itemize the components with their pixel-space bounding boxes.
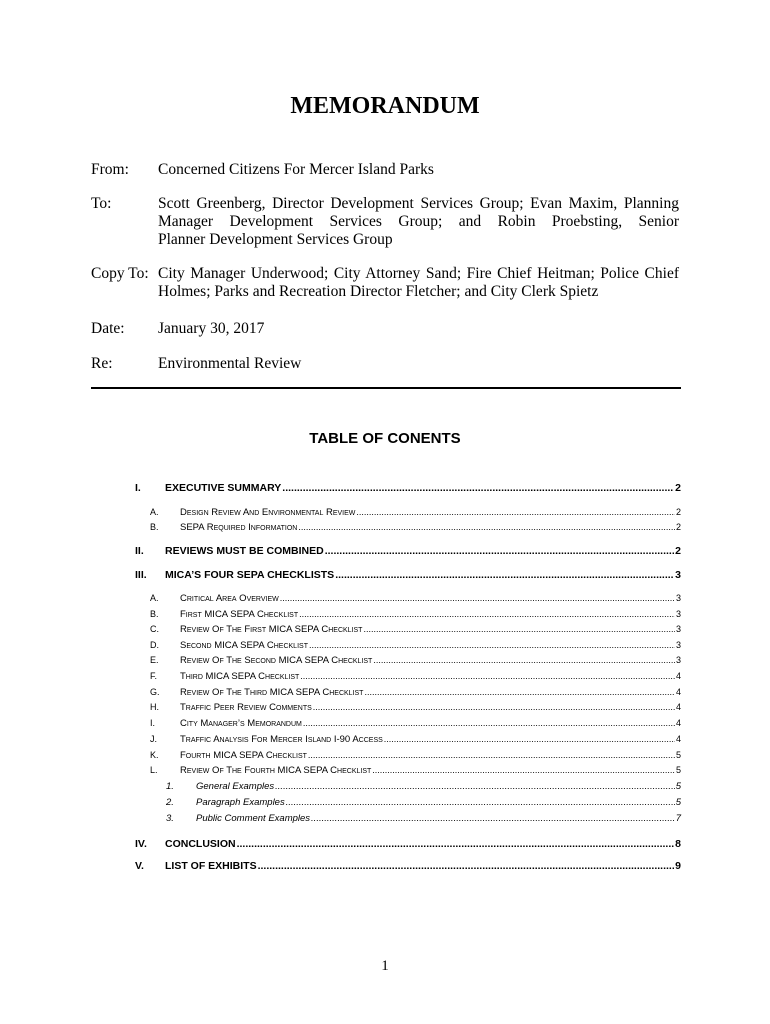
toc-entry-number: I. (135, 482, 141, 494)
toc-entry[interactable] (150, 640, 681, 651)
to-line: Manager Development Services Group; and Robin Proebsting, Senior (158, 213, 679, 230)
toc-dot-leader (308, 750, 675, 760)
toc-dot-leader (356, 507, 675, 517)
toc-dot-leader (372, 765, 675, 775)
toc-entry-page: 9 (675, 860, 681, 872)
toc-entry[interactable] (150, 734, 681, 745)
toc-entry-number: B. (150, 522, 159, 532)
re-value (158, 355, 679, 373)
toc-entry-number: 3. (166, 813, 174, 824)
toc-entry-page: 3 (675, 569, 681, 581)
copy-to-line: Holmes; Parks and Recreation Director Fletcher; and City Clerk Spietz (158, 283, 599, 300)
toc-entry-title: REVIEWS MUST BE COMBINED (165, 545, 324, 557)
toc-entry-number: J. (150, 734, 158, 744)
toc-entry-title: Design Review And Environmental Review (180, 507, 356, 518)
to-line: Planner Development Services Group (158, 231, 393, 248)
toc-entry-number: G. (150, 687, 160, 697)
toc-entry-title: Critical Area Overview (180, 593, 279, 604)
toc-entry-page: 3 (675, 609, 681, 619)
toc-dot-leader (309, 640, 675, 650)
toc-entry[interactable] (150, 671, 681, 682)
toc-entry-title: MICA’S FOUR SEPA CHECKLISTS (165, 569, 335, 581)
toc-dot-leader (364, 687, 675, 697)
toc-entry-number: A. (150, 507, 159, 517)
toc-entry-title: Third MICA SEPA Checklist (180, 671, 300, 682)
toc-dot-leader (300, 671, 675, 681)
toc-entry-page: 4 (675, 734, 681, 744)
toc-entry[interactable] (135, 545, 681, 557)
toc-entry-number: L. (150, 765, 158, 775)
toc-dot-leader (325, 545, 674, 557)
toc-dot-leader (303, 718, 675, 728)
toc-entry[interactable] (135, 569, 681, 581)
toc-entry-page: 4 (675, 687, 681, 697)
toc-entry[interactable] (150, 655, 681, 666)
toc-dot-leader (363, 624, 675, 634)
toc-entry-page: 7 (675, 813, 681, 824)
toc-entry[interactable] (150, 624, 681, 635)
toc-entry-title: Paragraph Examples (196, 797, 285, 808)
toc-entry-page: 2 (675, 507, 681, 517)
toc-dot-leader (311, 813, 675, 824)
toc-entry-page: 3 (675, 655, 681, 665)
toc-entry[interactable] (135, 482, 681, 494)
from-line: Concerned Citizens For Mercer Island Parks (158, 161, 434, 178)
toc-dot-leader (373, 655, 675, 665)
toc-dot-leader (335, 569, 674, 581)
toc-entry[interactable] (150, 750, 681, 761)
toc-entry-number: B. (150, 609, 159, 619)
toc-entry-number: I. (150, 718, 156, 728)
toc-entry-title: City Manager’s Memorandum (180, 718, 302, 729)
toc-entry-title: CONCLUSION (165, 838, 236, 850)
toc-entry[interactable] (150, 687, 681, 698)
toc-entry[interactable] (135, 860, 681, 872)
toc-entry-page: 2 (675, 522, 681, 532)
copy-to-line: City Manager Underwood; City Attorney Sand; Fire Chief Heitman; Police Chief (158, 265, 679, 282)
toc-entry-title: LIST OF EXHIBITS (165, 860, 257, 872)
toc-entry-title: Review Of The Second MICA SEPA Checklist (180, 655, 373, 666)
toc-entry[interactable] (150, 507, 681, 518)
toc-dot-leader (282, 482, 674, 494)
toc-entry[interactable] (166, 797, 681, 808)
toc-entry-title: Review Of The Fourth MICA SEPA Checklist (180, 765, 372, 776)
copy-to-value (158, 265, 679, 301)
toc-entry-title: Review Of The First MICA SEPA Checklist (180, 624, 363, 635)
toc-entry-title: EXECUTIVE SUMMARY (165, 482, 282, 494)
toc-dot-leader (237, 838, 675, 850)
toc-entry[interactable] (150, 593, 681, 604)
toc-entry-number: II. (135, 545, 144, 557)
toc-entry-number: C. (150, 624, 159, 634)
toc-entry-title: Public Comment Examples (196, 813, 311, 824)
toc-entry-number: V. (135, 860, 144, 872)
re-line: Environmental Review (158, 355, 302, 372)
toc-dot-leader (280, 593, 675, 603)
toc-entry-page: 2 (675, 545, 681, 557)
toc-entry-number: III. (135, 569, 147, 581)
toc-entry-number: 2. (166, 797, 174, 808)
to-value (158, 195, 679, 249)
toc-entry-number: E. (150, 655, 159, 665)
toc-entry-title: SEPA Required Information (180, 522, 298, 533)
toc-entry[interactable] (150, 718, 681, 729)
toc-entry-page: 5 (675, 750, 681, 760)
toc-entry-page: 2 (675, 482, 681, 494)
toc-entry[interactable] (166, 813, 681, 824)
toc-entry-page: 5 (675, 765, 681, 775)
toc-entry-page: 4 (675, 671, 681, 681)
from-label: From: (91, 161, 129, 178)
toc-entry-page: 5 (675, 797, 681, 808)
toc-entry-number: F. (150, 671, 158, 681)
toc-entry-number: 1. (166, 781, 174, 792)
copy-to-label: Copy To: (91, 265, 149, 282)
date-line: January 30, 2017 (158, 320, 265, 337)
toc-entry-page: 5 (675, 781, 681, 792)
toc-entry[interactable] (150, 702, 681, 713)
toc-entry-title: Second MICA SEPA Checklist (180, 640, 308, 651)
from-value (158, 161, 679, 179)
toc-entry-number: A. (150, 593, 159, 603)
toc-dot-leader (286, 797, 675, 808)
toc-entry-number: H. (150, 702, 159, 712)
toc-entry-page: 3 (675, 624, 681, 634)
toc-entry[interactable] (135, 838, 681, 850)
toc-dot-leader (299, 609, 675, 619)
header-divider (91, 387, 681, 389)
toc-entry-page: 3 (675, 593, 681, 603)
toc-dot-leader (313, 702, 675, 712)
toc-entry-title: Fourth MICA SEPA Checklist (180, 750, 307, 761)
to-line: Scott Greenberg, Director Development Services Group; Evan Maxim, Planning (158, 195, 679, 212)
date-value (158, 320, 679, 338)
toc-entry-number: K. (150, 750, 159, 760)
toc-entry[interactable] (150, 609, 681, 620)
toc-dot-leader (275, 781, 675, 792)
page-number: 1 (381, 958, 389, 974)
toc-entry-title: Traffic Peer Review Comments (180, 702, 312, 713)
toc-entry-title: Review Of The Third MICA SEPA Checklist (180, 687, 364, 698)
toc-entry[interactable] (166, 781, 681, 792)
toc-dot-leader (258, 860, 675, 872)
toc-entry-title: First MICA SEPA Checklist (180, 609, 299, 620)
toc-entry-page: 4 (675, 718, 681, 728)
toc-entry-page: 8 (675, 838, 681, 850)
toc-entry-number: IV. (135, 838, 147, 850)
to-label: To: (91, 195, 112, 212)
date-label: Date: (91, 320, 125, 337)
toc-entry-page: 4 (675, 702, 681, 712)
toc-entry-title: Traffic Analysis For Mercer Island I-90 Access (180, 734, 383, 745)
toc-title: TABLE OF CONENTS (309, 430, 461, 447)
toc-entry[interactable] (150, 765, 681, 776)
toc-entry[interactable] (150, 522, 681, 533)
toc-dot-leader (298, 522, 675, 532)
re-label: Re: (91, 355, 113, 372)
toc-entry-number: D. (150, 640, 159, 650)
toc-entry-page: 3 (675, 640, 681, 650)
page-title: MEMORANDUM (290, 93, 480, 119)
toc-entry-title: General Examples (196, 781, 275, 792)
toc-dot-leader (384, 734, 675, 744)
